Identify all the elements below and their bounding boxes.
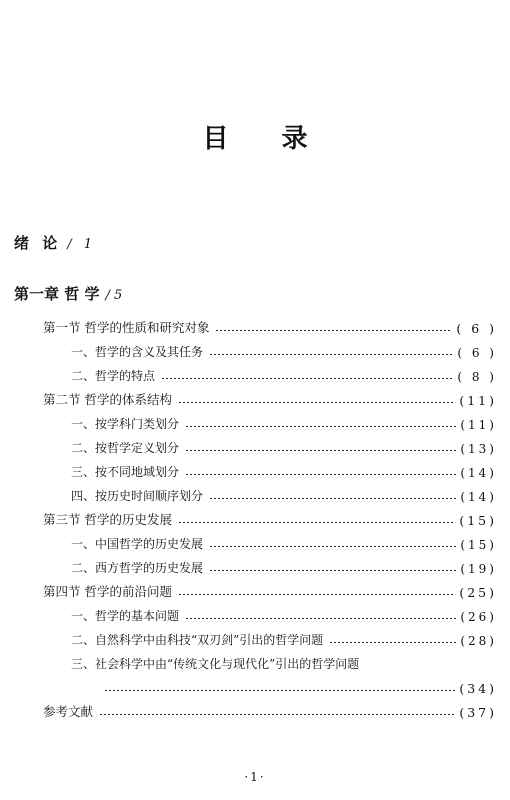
entry-page: ( 6 )	[456, 321, 497, 336]
dot-leader	[178, 402, 455, 403]
dot-leader	[178, 594, 455, 595]
entry-page: ( 6 )	[457, 346, 497, 360]
toc-entry[interactable]	[71, 604, 497, 624]
entry-label: 二、按哲学定义划分	[71, 441, 180, 455]
entry-label: 第四节 哲学的前沿问题	[43, 584, 172, 599]
entry-page: (11)	[460, 418, 497, 432]
entry-page: (13)	[460, 442, 497, 456]
dot-leader	[99, 714, 455, 715]
entry-label: 第二节 哲学的体系结构	[43, 392, 172, 407]
entry-page: (26)	[460, 610, 497, 624]
entry-page: (15)	[459, 513, 497, 528]
toc-entry-section-4[interactable]	[43, 580, 497, 600]
page-number: ·1·	[244, 770, 266, 784]
entry-label: 三、按不同地域划分	[71, 465, 180, 479]
entry-page: (25)	[459, 585, 497, 600]
entry-page: (28)	[460, 634, 497, 648]
entry-page: (19)	[460, 562, 497, 576]
entry-label: 一、哲学的含义及其任务	[71, 345, 204, 359]
entry-label: 四、按历史时间顺序划分	[71, 489, 204, 503]
dot-leader	[185, 474, 456, 475]
dot-leader	[209, 546, 456, 547]
entry-label: 三、社会科学中由“传统文化与现代化”引出的哲学问题	[71, 657, 360, 671]
entry-label: 二、自然科学中由科技“双刃剑”引出的哲学问题	[71, 633, 324, 647]
toc-entry[interactable]	[71, 412, 497, 432]
chapter-1-page: / 5	[105, 288, 123, 303]
toc-part-intro[interactable]	[14, 232, 96, 253]
toc-entry-wrapped[interactable]	[71, 652, 497, 672]
toc-chapter-1[interactable]	[14, 283, 122, 304]
toc-entry-section-1[interactable]	[43, 316, 497, 336]
toc-entry[interactable]	[71, 628, 497, 648]
dot-leader	[161, 378, 453, 379]
entry-label: 第一节 哲学的性质和研究对象	[43, 320, 210, 335]
entry-page: (34)	[459, 681, 497, 696]
entry-label: 第三节 哲学的历史发展	[43, 512, 172, 527]
entry-page: (15)	[460, 538, 497, 552]
entry-page: (37)	[459, 705, 497, 720]
dot-leader	[329, 642, 456, 643]
entry-page: ( 8 )	[457, 370, 497, 384]
entry-label: 二、哲学的特点	[71, 369, 156, 383]
entry-page: (14)	[460, 490, 497, 504]
toc-entry-references[interactable]	[43, 700, 497, 720]
intro-page: / 1	[67, 237, 97, 252]
chapter-1-label: 第一章 哲 学	[14, 285, 100, 303]
dot-leader	[104, 690, 455, 691]
toc-entry[interactable]	[71, 532, 497, 552]
intro-label: 绪 论	[14, 234, 62, 252]
toc-title: 目 录	[202, 124, 330, 154]
toc-entry-section-3[interactable]	[43, 508, 497, 528]
dot-leader	[185, 618, 456, 619]
toc-entry[interactable]	[71, 364, 497, 384]
toc-entry-section-2[interactable]	[43, 388, 497, 408]
dot-leader	[215, 330, 452, 331]
toc-entry[interactable]	[71, 340, 497, 360]
dot-leader	[209, 570, 456, 571]
entry-label: 一、哲学的基本问题	[71, 609, 180, 623]
entry-label: 参考文献	[43, 704, 94, 719]
entry-label: 二、西方哲学的历史发展	[71, 561, 204, 575]
toc-entry[interactable]	[71, 460, 497, 480]
entry-label: 一、中国哲学的历史发展	[71, 537, 204, 551]
dot-leader	[178, 522, 455, 523]
toc-entry[interactable]	[71, 484, 497, 504]
dot-leader	[185, 450, 456, 451]
entry-page: (11)	[459, 393, 497, 408]
dot-leader	[209, 354, 453, 355]
dot-leader	[185, 426, 456, 427]
entry-page: (14)	[460, 466, 497, 480]
toc-entry-wrapped-leader[interactable]	[104, 676, 497, 696]
toc-entry[interactable]	[71, 436, 497, 456]
toc-entry[interactable]	[71, 556, 497, 576]
entry-label: 一、按学科门类划分	[71, 417, 180, 431]
dot-leader	[209, 498, 456, 499]
